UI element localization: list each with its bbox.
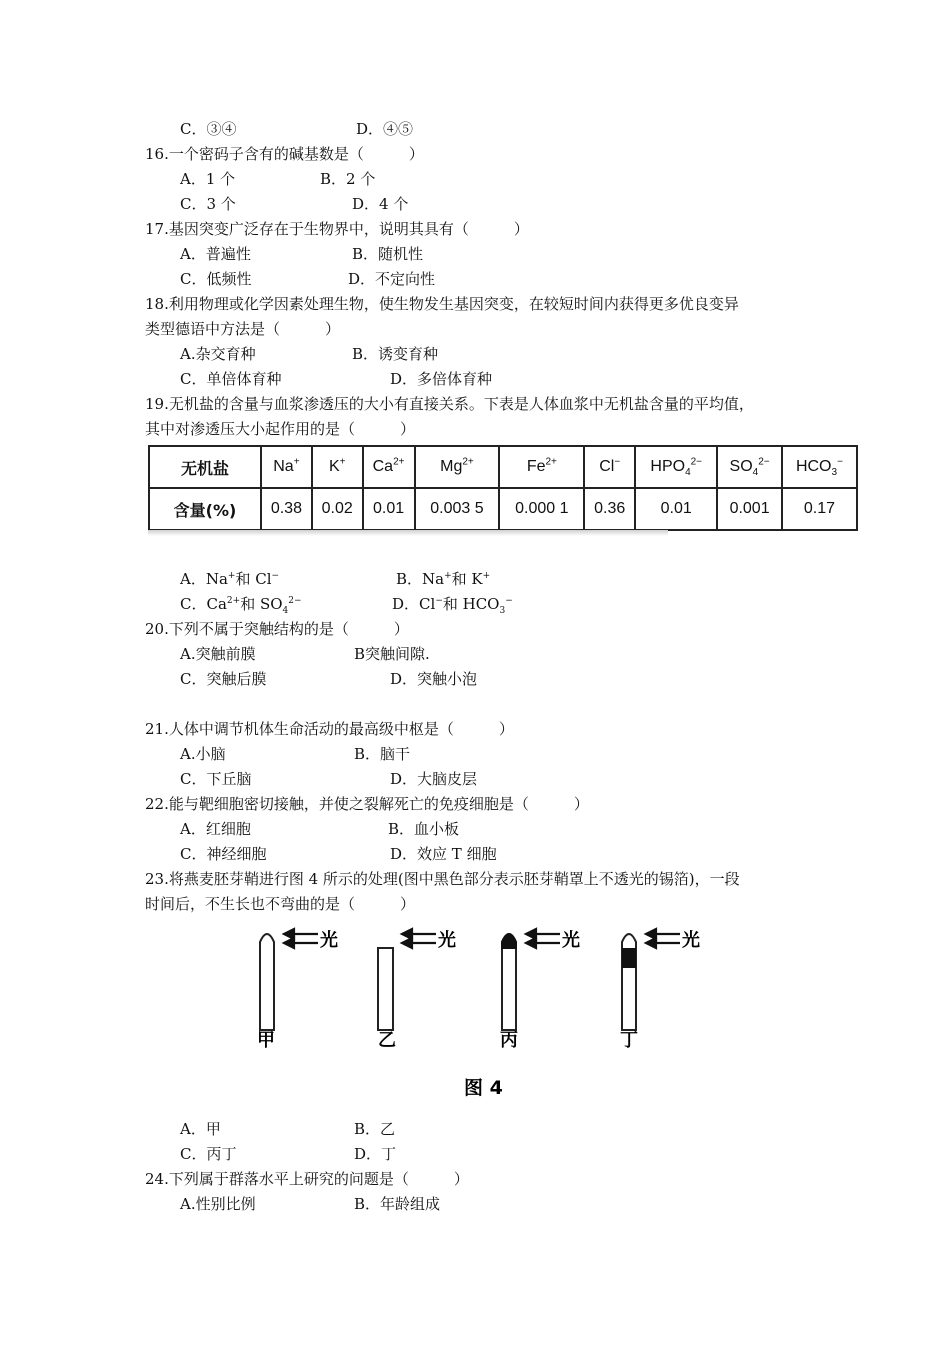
value-na: 0.38 xyxy=(261,488,312,530)
coleoptile-yi xyxy=(378,948,393,1030)
q18-stem-line1: 18.利用物理或化学因素处理生物，使生物发生基因突变，在较短时间内获得更多优良变异 xyxy=(145,295,739,313)
q23-option-c: C．丙丁 xyxy=(180,1145,237,1163)
q19-stem-line2: 其中对渗透压大小起作用的是（ ） xyxy=(145,420,416,438)
table-header-content: 含量(%) xyxy=(149,488,261,530)
label-yi: 乙 xyxy=(378,1030,396,1051)
table-header-salt: 无机盐 xyxy=(149,446,261,488)
q19-option-b: B．Na+和 K+ xyxy=(396,570,491,588)
q17-option-c: C．低频性 xyxy=(180,270,252,288)
ion-hpo4: $HPO_4^{2-}$ xyxy=(635,446,717,488)
q18-option-b: B．诱变育种 xyxy=(352,345,439,363)
q18-stem-line2: 类型德语中方法是（ ） xyxy=(145,320,341,338)
light-label-1: 光 xyxy=(320,930,338,951)
value-hpo4: 0.01 xyxy=(635,488,717,530)
value-ca: 0.01 xyxy=(363,488,415,530)
q20-option-d: D．突触小泡 xyxy=(390,670,478,688)
q22-option-a: A．红细胞 xyxy=(180,820,251,838)
value-mg: 0.003 5 xyxy=(415,488,500,530)
light-label-4: 光 xyxy=(682,930,700,951)
q22-option-b: B．血小板 xyxy=(388,820,460,838)
q20-option-c: C．突触后膜 xyxy=(180,670,267,688)
value-hco3: 0.17 xyxy=(782,488,857,530)
q24-stem: 24.下列属于群落水平上研究的问题是（ ） xyxy=(145,1170,469,1188)
table-scan-shadow xyxy=(148,530,668,536)
q22-option-d: D．效应 T 细胞 xyxy=(390,845,497,863)
table-row-ions xyxy=(149,446,857,488)
q21-option-c: C．下丘脑 xyxy=(180,770,252,788)
q17-stem: 17.基因突变广泛存在于生物界中，说明其具有（ ） xyxy=(145,220,529,238)
ion-fe: $Fe^{2+}$ xyxy=(499,446,584,488)
label-jia: 甲 xyxy=(257,1030,275,1051)
q22-option-c: C．神经细胞 xyxy=(180,845,267,863)
q20-option-b: B突触间隙. xyxy=(354,645,430,663)
q16-option-c: C．3 个 xyxy=(180,195,236,213)
q23-stem-line1: 23.将燕麦胚芽鞘进行图 4 所示的处理(图中黑色部分表示胚芽鞘罩上不透光的锡箔)，一段 xyxy=(145,870,740,888)
q23-option-b: B．乙 xyxy=(354,1120,396,1138)
value-cl: 0.36 xyxy=(584,488,635,530)
q19-option-c: C．$Ca^{2+}$和 $SO_4^{2-}$ xyxy=(180,595,302,616)
label-bing: 丙 xyxy=(500,1030,518,1051)
ion-na: Na+ xyxy=(261,446,312,488)
coleoptile-figure xyxy=(240,918,740,1106)
q16-stem: 16.一个密码子含有的碱基数是（ ） xyxy=(145,145,424,163)
ion-mg: $Mg^{2+}$ xyxy=(415,446,500,488)
value-k: 0.02 xyxy=(312,488,363,530)
q21-stem: 21.人体中调节机体生命活动的最高级中枢是（ ） xyxy=(145,720,514,738)
q19-stem-line1: 19.无机盐的含量与血浆渗透压的大小有直接关系。下表是人体血浆中无机盐含量的平均值， xyxy=(145,395,754,413)
q17-option-a: A．普遍性 xyxy=(180,245,251,263)
light-label-3: 光 xyxy=(562,930,580,951)
ion-hco3: $HCO_3^-$ xyxy=(782,446,857,488)
q15-option-c: C．③④ xyxy=(180,120,237,138)
q23-option-a: A．甲 xyxy=(180,1120,221,1138)
ion-k: K+ xyxy=(312,446,363,488)
q16-option-d: D．4 个 xyxy=(352,195,409,213)
q21-option-d: D．大脑皮层 xyxy=(390,770,478,788)
light-arrow-icon xyxy=(284,929,680,948)
q24-option-b: B．年龄组成 xyxy=(354,1195,441,1213)
coleoptile-bing xyxy=(502,934,516,1030)
ion-so4: $SO_4^{2-}$ xyxy=(717,446,782,488)
ion-cl: Cl− xyxy=(584,446,635,488)
q19-option-a: A．Na+和 Cl− xyxy=(180,570,280,588)
q15-option-d: D．④⑤ xyxy=(356,120,414,138)
q20-stem: 20.下列不属于突触结构的是（ ） xyxy=(145,620,409,638)
figure-caption: 图 4 xyxy=(464,1077,503,1099)
q23-stem-line2: 时间后，不生长也不弯曲的是（ ） xyxy=(145,895,416,913)
q17-option-d: D．不定向性 xyxy=(348,270,436,288)
q22-stem: 22.能与靶细胞密切接触，并使之裂解死亡的免疫细胞是（ ） xyxy=(145,795,589,813)
q21-option-b: B．脑干 xyxy=(354,745,411,763)
value-fe: 0.000 1 xyxy=(499,488,584,530)
q18-option-d: D．多倍体育种 xyxy=(390,370,493,388)
q20-option-a: A.突触前膜 xyxy=(180,645,256,663)
q24-option-a: A.性别比例 xyxy=(180,1195,256,1213)
q18-option-c: C．单倍体育种 xyxy=(180,370,282,388)
q19-option-d: D．Cl−和 $HCO_3^-$ xyxy=(392,595,513,616)
q16-option-b: B．2 个 xyxy=(320,170,376,188)
label-ding: 丁 xyxy=(620,1030,638,1051)
q17-option-b: B．随机性 xyxy=(352,245,424,263)
q23-option-d: D．丁 xyxy=(354,1145,397,1163)
salt-content-table xyxy=(148,445,858,531)
ion-ca: $Ca^{2+}$ xyxy=(363,446,415,488)
coleoptile-ding xyxy=(622,934,636,1030)
q16-option-a: A．1 个 xyxy=(180,170,236,188)
q18-option-a: A.杂交育种 xyxy=(180,345,256,363)
table-row-values xyxy=(149,488,857,530)
light-label-2: 光 xyxy=(438,930,456,951)
coleoptile-jia xyxy=(260,934,274,1030)
value-so4: 0.001 xyxy=(717,488,782,530)
q21-option-a: A.小脑 xyxy=(180,745,226,763)
